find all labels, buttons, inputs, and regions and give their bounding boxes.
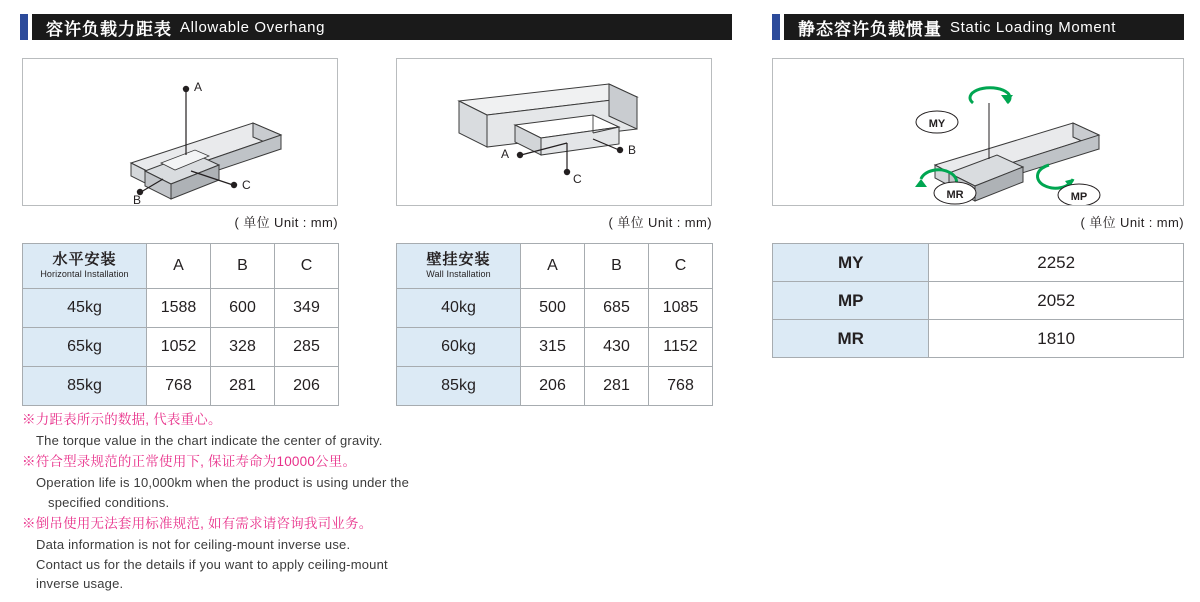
note-text-en: Operation life is 10,000km when the product is using under the [36, 475, 410, 491]
note-item [22, 514, 492, 593]
table-row [397, 328, 713, 367]
section-title-en: Static Loading Moment [950, 18, 1117, 36]
table-row [397, 289, 713, 328]
note-text-cn: ※倒吊使用无法套用标准规范, 如有需求请咨询我司业务。 [22, 516, 373, 532]
static-loading-moment-diagram [773, 59, 1183, 205]
table-column-b: B [211, 244, 275, 289]
section-header-allowable-overhang [20, 12, 732, 42]
table-header-label-en: Horizontal Installation [40, 268, 129, 279]
row-label: 85kg [23, 367, 147, 406]
cell-c: 1152 [649, 328, 713, 367]
moment-axis-mp-label: MP [1070, 191, 1088, 203]
table-row [23, 328, 339, 367]
note-text-en: Contact us for the details if you want to apply ceiling-mount [36, 556, 388, 572]
header-title-bar [784, 14, 1184, 40]
cell-a: 206 [521, 367, 585, 406]
table-header-row [23, 244, 339, 289]
table-header-label [23, 244, 147, 289]
horizontal-installation-diagram [23, 59, 337, 205]
row-label-mp: MP [773, 282, 929, 320]
note-text-en: inverse usage. [36, 576, 124, 592]
cell-b: 430 [585, 328, 649, 367]
cell-c: 1085 [649, 289, 713, 328]
moment-axis-mr-label: MR [946, 189, 964, 201]
section-title-en: Allowable Overhang [180, 18, 326, 36]
cell-b: 281 [211, 367, 275, 406]
row-value-mr: 1810 [929, 320, 1184, 358]
figure-point-c-label: C [573, 172, 582, 186]
wall-installation-diagram [397, 59, 711, 205]
note-text-cn: ※力距表所示的数据, 代表重心。 [22, 412, 222, 427]
cell-a: 1052 [147, 328, 211, 367]
table-header-label-en: Wall Installation [426, 268, 491, 279]
figure-point-b-label: B [133, 193, 142, 205]
table-row [773, 244, 1184, 282]
table-column-c: C [275, 244, 339, 289]
row-label: 45kg [23, 289, 147, 328]
figure-horizontal-installation [22, 58, 338, 206]
cell-a: 315 [521, 328, 585, 367]
cell-a: 768 [147, 367, 211, 406]
row-label-my: MY [773, 244, 929, 282]
row-label: 60kg [397, 328, 521, 367]
row-label: 40kg [397, 289, 521, 328]
table-column-c: C [649, 244, 713, 289]
table-wall-installation [396, 243, 713, 406]
table-row [23, 367, 339, 406]
table-header-label-cn: 壁挂安装 [426, 251, 491, 269]
cell-c: 206 [275, 367, 339, 406]
note-item [22, 452, 492, 512]
figure-point-b-label: B [628, 143, 637, 157]
cell-b: 328 [211, 328, 275, 367]
section-title-cn: 容许负载力距表 [46, 19, 172, 39]
cell-b: 600 [211, 289, 275, 328]
cell-b: 281 [585, 367, 649, 406]
cell-a: 500 [521, 289, 585, 328]
cell-b: 685 [585, 289, 649, 328]
cell-c: 768 [649, 367, 713, 406]
table-static-loading-moment [772, 243, 1184, 358]
note-text-en: The torque value in the chart indicate the center of gravity. [36, 432, 383, 448]
table-header-label-cn: 水平安装 [52, 251, 117, 269]
table-row [773, 282, 1184, 320]
row-label: 85kg [397, 367, 521, 406]
header-accent-bar [772, 14, 780, 40]
header-accent-bar [20, 14, 28, 40]
table-row [23, 289, 339, 328]
row-value-my: 2252 [929, 244, 1184, 282]
row-label: 65kg [23, 328, 147, 367]
figure-point-a-label: A [501, 147, 510, 161]
figure-point-a-label: A [194, 80, 203, 94]
unit-label-wall: ( 单位 Unit : mm) [608, 215, 712, 230]
table-column-b: B [585, 244, 649, 289]
header-title-bar [32, 14, 732, 40]
cell-c: 285 [275, 328, 339, 367]
table-column-a: A [521, 244, 585, 289]
figure-wall-installation [396, 58, 712, 206]
section-header-static-loading-moment [772, 12, 1184, 42]
note-text-cn: ※符合型录规范的正常使用下, 保证寿命为10000公里。 [22, 454, 357, 470]
table-header-row [397, 244, 713, 289]
row-label-mr: MR [773, 320, 929, 358]
table-row [397, 367, 713, 406]
section-title-cn: 静态容许负载惯量 [798, 19, 942, 39]
table-horizontal-installation [22, 243, 339, 406]
note-text-en: specified conditions. [48, 494, 170, 510]
row-value-mp: 2052 [929, 282, 1184, 320]
table-header-label [397, 244, 521, 289]
notes-block [22, 410, 492, 596]
table-column-a: A [147, 244, 211, 289]
cell-c: 349 [275, 289, 339, 328]
cell-a: 1588 [147, 289, 211, 328]
note-item [22, 410, 492, 450]
table-row [773, 320, 1184, 358]
unit-label-horizontal: ( 单位 Unit : mm) [234, 215, 338, 230]
note-text-en: Data information is not for ceiling-mount inverse use. [36, 537, 351, 553]
moment-axis-my-label: MY [928, 118, 946, 130]
figure-point-c-label: C [242, 178, 251, 192]
unit-label-moment: ( 单位 Unit : mm) [1080, 215, 1184, 230]
figure-static-loading-moment [772, 58, 1184, 206]
